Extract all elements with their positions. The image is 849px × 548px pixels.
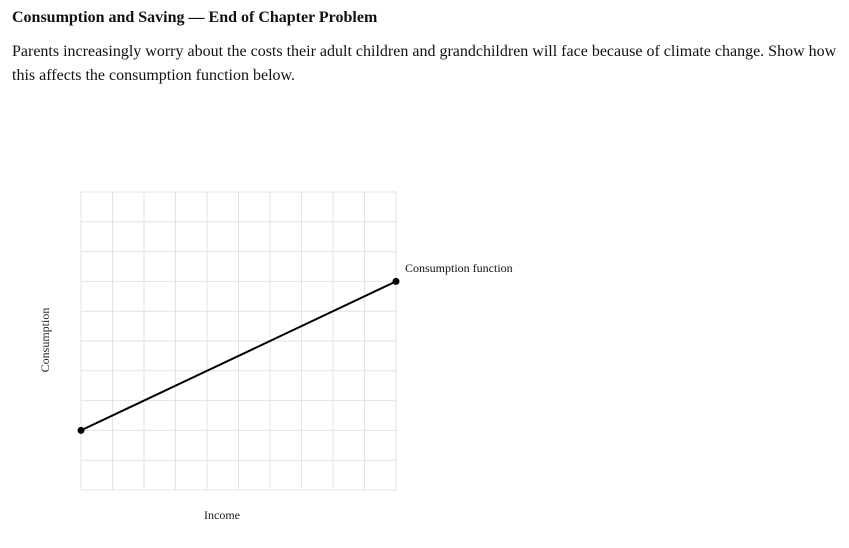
- problem-prompt: Parents increasingly worry about the costs their adult children and grandchildren will face because of climate change. Show how this affects the consumption function below.: [12, 43, 837, 84]
- problem-title: Consumption and Saving — End of Chapter Problem: [12, 9, 378, 26]
- graph-grid: [81, 192, 396, 490]
- y-axis-label: Consumption: [38, 307, 52, 373]
- x-axis-label: Income: [204, 508, 240, 522]
- consumption-function-end-point[interactable]: [393, 278, 400, 285]
- consumption-function-start-point[interactable]: [78, 427, 85, 434]
- consumption-function-label: Consumption function: [405, 261, 513, 275]
